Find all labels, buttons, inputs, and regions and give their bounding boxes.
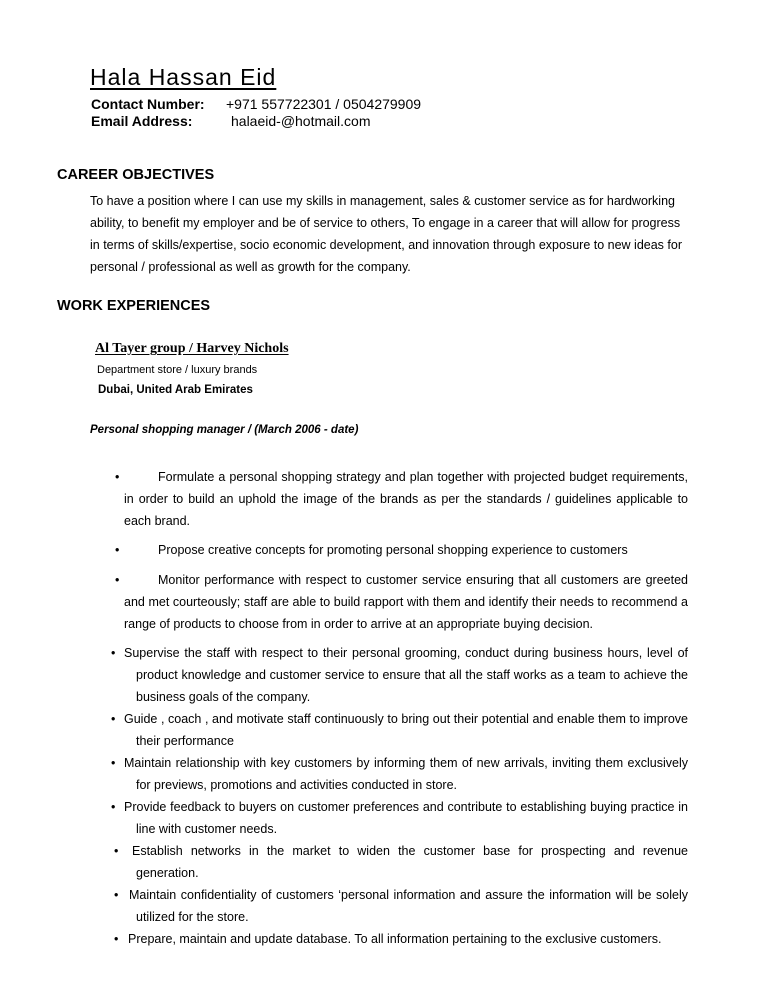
list-item [111,796,688,840]
list-item-text: Propose creative concepts for promoting personal shopping experience to customers [158,543,628,557]
contact-number-label: Contact Number: [91,96,205,112]
bullet-icon: • [115,573,120,587]
list-item [115,569,688,635]
bullet-icon: • [115,470,120,484]
bullet-icon: • [114,932,119,946]
career-objectives-text: To have a position where I can use my skills in management, sales & customer service as for hardworking ability, to benefit my employer and be of service to others, To engage in a career that will allow for progress in terms of skills/expertise, socio economic development, and innovation through exposure to new ideas for personal / professional as well as growth for the company. [90,194,682,274]
bullet-icon: • [111,800,116,814]
career-objectives-heading: CAREER OBJECTIVES [57,167,215,183]
list-item-text: Prepare, maintain and update database. To all information pertaining to the exclusive customers. [128,932,662,946]
department-description: Department store / luxury brands [97,364,258,376]
email-value: halaeid-@hotmail.com [231,113,371,129]
contact-number-row [91,96,421,112]
list-item [111,752,688,796]
list-item-text: Establish networks in the market to widen the customer base for prospecting and revenue generation. [132,844,688,880]
list-item-text: Formulate a personal shopping strategy and plan together with projected budget requirements, in order to build an uphold the image of the brands as per the standards / guidelines applicable to each brand. [124,470,688,528]
list-item-text: Guide , coach , and motivate staff continuously to bring out their potential and enable them to improve their performance [124,712,688,748]
job-location: Dubai, United Arab Emirates [98,384,253,396]
list-item [115,539,688,561]
list-item-text: Supervise the staff with respect to their personal grooming, conduct during business hours, level of product knowledge and customer service to ensure that all the staff works as a team to achieve the business goals of the company. [124,646,688,704]
bullet-icon: • [111,646,116,660]
email-label: Email Address: [91,113,193,129]
list-item [115,466,688,532]
job-role: Personal shopping manager / (March 2006 - date) [90,424,359,436]
contact-number-value: +971 557722301 / 0504279909 [226,96,422,112]
bullet-icon: • [114,844,119,858]
list-item [111,642,688,708]
list-item-text: Maintain confidentiality of customers ‘personal information and assure the information will be solely utilized for the store. [129,888,688,924]
list-item-text: Maintain relationship with key customers by informing them of new arrivals, inviting them exclusively for previews, promotions and activities conducted in store. [124,756,688,792]
list-item [111,708,688,752]
list-item [114,928,688,950]
company-name: Al Tayer group / Harvey Nichols [95,341,289,356]
list-item [114,884,688,928]
bullet-icon: • [114,888,119,902]
list-item-text: Monitor performance with respect to customer service ensuring that all customers are greeted and met courteously; staff are able to build rapport with them and identify their needs to recommend a range of products to choose from in order to arrive at an appropriate buying decision. [124,573,688,631]
bullet-icon: • [115,543,120,557]
list-item [114,840,688,884]
list-item-text: Provide feedback to buyers on customer preferences and contribute to establishing buying practice in line with customer needs. [124,800,688,836]
work-experiences-heading: WORK EXPERIENCES [57,298,211,314]
candidate-name: Hala Hassan Eid [90,64,277,90]
bullet-icon: • [111,756,116,770]
bullet-icon: • [111,712,116,726]
email-row [91,113,371,129]
